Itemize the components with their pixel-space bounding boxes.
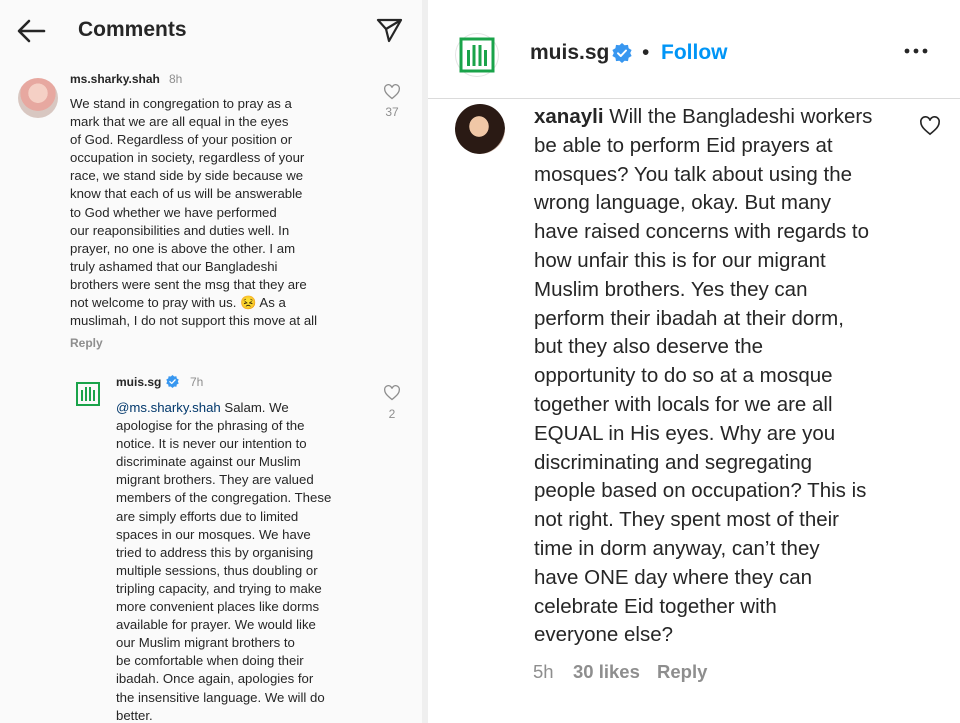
muis-logo-icon — [459, 37, 495, 73]
comment-text: xanayli Will the Bangladeshi workers be able to perform Eid prayers at mosques? You talk about using the wrong language, okay. But many have raised concerns with regards to how unfair this is for our migrant Muslim brothers. Yes they can perform their ibadah at their dorm, but they also deserve the opportunity to do so at a mosque together with locals for we are all EQUAL in His eyes. Why are you discriminating and segregating people based on occupation? This is not right. They spent most of their time in dorm anyway, can’t they have ONE day where they can celebrate Eid together with everyone else? — [534, 105, 873, 647]
send-icon[interactable] — [375, 16, 403, 44]
reply-username[interactable]: muis.sg — [116, 375, 162, 389]
avatar[interactable] — [455, 104, 505, 154]
heart-icon[interactable] — [383, 84, 401, 100]
like-count: 37 — [385, 105, 399, 119]
like-count: 2 — [388, 407, 396, 421]
like-count[interactable]: 30 likes — [573, 661, 640, 682]
muis-logo-icon[interactable] — [76, 382, 100, 406]
page-title: Comments — [78, 18, 187, 41]
comment-text: We stand in congregation to pray as a mark that we are all equal in the eyes of God. Regardless of your position or occupation in society, regardless of your race, we stand side by side because we know that each of us will be answerable to God whether we have performed our reaponsibilities and duties well. In prayer, no one is above the other. I am truly ashamed that our Bangladeshi brothers were sent the msg that they are not welcome to pray with us. 😣 As a muslimah, I do not support this move at all — [70, 96, 318, 329]
follow-button[interactable]: Follow — [661, 41, 728, 64]
reply-text: @ms.sharky.shah Salam. We apologise for the phrasing of the notice. It is never our intention to discriminate against our Muslim migrant brothers. They are valued members of the congregation. These are simply efforts due to limited spaces in our mosques. We have tried to address this by organising multiple sessions, thus doubling or tripling capacity, and trying to make more convenient places like dorms available for prayer. We would like our Muslim migrant brothers to be comfortable when doing their ibadah. Once again, apologies for the insensitive language. We will do better. — [116, 400, 332, 723]
account-name[interactable]: muis.sg — [530, 41, 610, 64]
post-panel — [428, 0, 960, 723]
header-divider — [428, 98, 960, 99]
avatar[interactable] — [18, 78, 58, 118]
comment-time: 8h — [169, 72, 183, 86]
reply-button[interactable]: Reply — [70, 336, 103, 350]
comment-username[interactable]: ms.sharky.shah — [70, 72, 160, 86]
verified-badge-icon — [612, 43, 632, 63]
heart-icon[interactable] — [383, 385, 401, 401]
comment-time: 5h — [533, 661, 554, 682]
reply-time: 7h — [190, 375, 204, 389]
more-options-icon[interactable] — [901, 36, 931, 66]
verified-badge-icon — [166, 375, 179, 388]
separator-dot: • — [642, 41, 650, 64]
back-arrow-icon[interactable] — [16, 18, 46, 44]
avatar[interactable] — [455, 33, 499, 77]
mention-link[interactable]: @ms.sharky.shah — [116, 400, 221, 415]
comments-panel — [0, 0, 422, 723]
reply-button[interactable]: Reply — [657, 661, 708, 682]
comment-username[interactable]: xanayli — [534, 105, 604, 128]
heart-icon[interactable] — [919, 116, 941, 136]
